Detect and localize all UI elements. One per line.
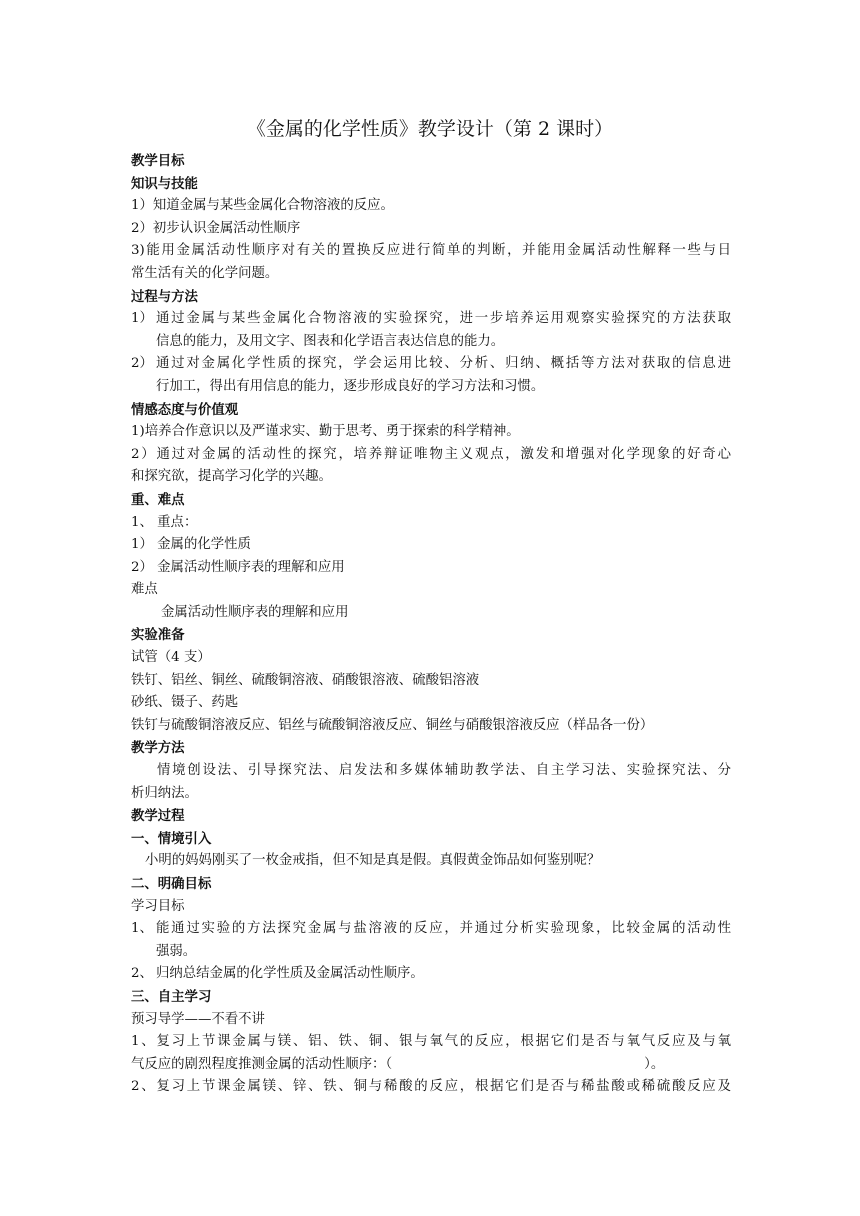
objective-item-1-number: 1、 [131,921,153,937]
knowledge-item-3-line-1: 3)能用金属活动性顺序对有关的置换反应进行简单的判断，并能用金属活动性解释一些与日 [131,243,731,259]
document-title: 《金属的化学性质》教学设计（第 2 课时） [246,118,614,140]
knowledge-item-2: 2）初步认识金属活动性顺序 [131,220,301,236]
difficult-point-label: 难点 [131,582,158,598]
knowledge-item-1: 1）知道金属与某些金属化合物溶液的反应。 [131,198,394,214]
attitude-item-2-line-1: 2）通过对金属的活动性的探究，培养辩证唯物主义观点，激发和增强对化学现象的好奇心 [131,446,731,462]
key-point-2: 2） 金属活动性顺序表的理解和应用 [131,559,345,575]
process-item-1-line-1: 通过金属与某些金属化合物溶液的实验探究，进一步培养运用观察实验探究的方法获取 [156,311,731,327]
process-item-2-number: 2） [131,356,153,372]
self-study-item-1-line-2 [131,1054,731,1077]
objective-item-2-line-1: 归纳总结金属的化学性质及金属活动性顺序。 [156,966,424,982]
process-item-2-line-2: 行加工，得出有用信息的能力，逐步形成良好的学习方法和习惯。 [156,378,545,394]
difficult-point-1: 金属活动性顺序表的理解和应用 [161,604,349,620]
preparation-line-3: 砂纸、镊子、药匙 [131,695,239,711]
knowledge-item-3-line-2: 常生活有关的化学问题。 [131,265,279,281]
self-study-label: 预习导学——不看不讲 [131,1011,265,1027]
preparation-line-1: 试管（4 支） [131,650,211,666]
methods-line-1: 情境创设法、引导探究法、启发法和多媒体辅助教学法、自主学习法、实验探究法、分 [157,763,731,779]
subheading-attitude: 情感态度与价值观 [131,401,239,418]
section-heading-methods: 教学方法 [131,740,185,757]
preparation-line-4: 铁钉与硫酸铜溶液反应、铝丝与硫酸铜溶液反应、铜丝与硝酸银溶液反应（样品各一份） [131,717,654,733]
objective-item-1 [131,918,731,963]
objective-item-2-number: 2、 [131,966,153,982]
process-item-2-line-1: 通过对金属化学性质的探究，学会运用比较、分析、归纳、概括等方法对获取的信息进 [156,356,731,372]
self-study-item-2-line-1: 2、复习上节课金属镁、锌、铁、铜与稀酸的反应，根据它们是否与稀盐酸或稀硫酸反应及 [131,1079,731,1095]
process-item-1-number: 1） [131,311,153,327]
section-heading-goals: 教学目标 [131,153,185,169]
key-point-label: 1、 重点： [131,514,198,530]
objective-item-2 [131,963,731,986]
objective-item-1-line-2: 强弱。 [156,943,197,959]
section-heading-preparation: 实验准备 [131,627,185,644]
subheading-intro: 一、情境引入 [131,830,212,847]
section-heading-key-points: 重、难点 [131,491,185,508]
document-body [131,150,731,1099]
process-item-2 [131,353,731,398]
attitude-item-1: 1)培养合作意识以及严谨求实、勤于思考、勇于探索的科学精神。 [131,424,520,440]
process-item-1 [131,308,731,353]
subheading-objectives: 二、明确目标 [131,876,212,892]
process-item-1-line-2: 信息的能力，及用文字、图表和化学语言表达信息的能力。 [156,333,505,349]
section-heading-teaching-process: 教学过程 [131,808,185,825]
objective-item-1-line-1: 能通过实验的方法探究金属与盐溶液的反应，并通过分析实验现象，比较金属的活动性 [156,921,731,937]
attitude-item-2-line-2: 和探究欲，提高学习化学的兴趣。 [131,469,332,485]
subheading-self-study: 三、自主学习 [131,988,212,1005]
self-study-item-1-close: ）。 [644,1056,665,1072]
intro-text: 小明的妈妈刚买了一枚金戒指，但不知是真是假。真假黄金饰品如何鉴别呢？ [145,853,601,869]
self-study-item-1-line-1: 1、复习上节课金属与镁、铝、铁、铜、银与氧气的反应，根据它们是否与氧气反应及与氧 [131,1034,731,1050]
key-point-1: 1） 金属的化学性质 [131,537,251,553]
methods-line-2: 析归纳法。 [131,785,198,801]
preparation-line-2: 铁钉、铝丝、铜丝、硫酸铜溶液、硝酸银溶液、硫酸铝溶液 [131,672,480,688]
self-study-item-1-text: 气反应的剧烈程度推测金属的活动性顺序：（ [131,1056,393,1072]
objectives-label: 学习目标 [131,898,185,914]
subheading-knowledge: 知识与技能 [131,175,198,192]
subheading-process-methods: 过程与方法 [131,288,198,305]
